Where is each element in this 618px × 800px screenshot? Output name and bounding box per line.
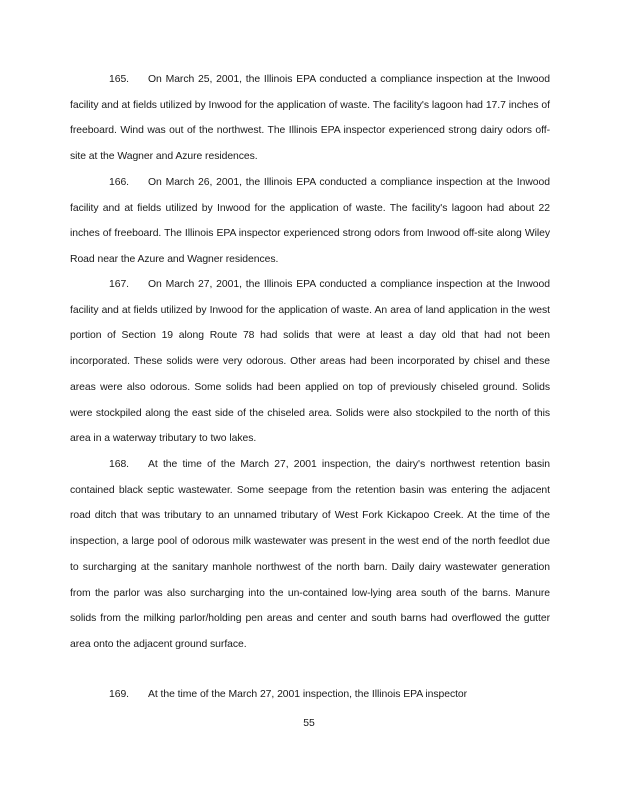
paragraph-text: At the time of the March 27, 2001 inspection, the dairy's northwest retention basin contained black septic wastewater. Some seepage from the retention basin was entering the adjacent road ditch that was tributary to an unnamed tributary of West Fork Kickapoo Creek. At the time of the inspection, a large pool of odorous milk wastewater was present in the west end of the north feedlot due to surcharging at the sanitary manhole northwest of the north barn. Daily dairy wastewater generation from the parlor was also surcharging into the un-contained low-lying area south of the barns. Manure solids from the milking parlor/holding pen areas and center and south barns had overflowed the gutter area onto the adjacent ground surface. xyxy=(70,459,550,650)
paragraph-text: On March 25, 2001, the Illinois EPA conducted a compliance inspection at the Inwood facility and at fields utilized by Inwood for the application of waste. The facility's lagoon had 17.7 inches of freeboard. Wind was out of the northwest. The Illinois EPA inspector experienced strong dairy odors off-site at the Wagner and Azure residences. xyxy=(70,74,550,163)
paragraph-text: At the time of the March 27, 2001 inspection, the Illinois EPA inspector xyxy=(148,689,468,700)
paragraph-165 xyxy=(70,67,550,170)
paragraph-number: 165. xyxy=(109,74,130,85)
paragraph-169 xyxy=(70,682,550,708)
paragraph-167 xyxy=(70,272,550,452)
page-number: 55 xyxy=(303,718,315,729)
paragraph-166 xyxy=(70,170,550,273)
paragraph-text: On March 26, 2001, the Illinois EPA conducted a compliance inspection at the Inwood facility and at fields utilized by Inwood for the application of waste. The facility's lagoon had about 22 inches of freeboard. The Illinois EPA inspector experienced strong odors from Inwood off-site along Wiley Road near the Azure and Wagner residences. xyxy=(70,177,550,266)
paragraph-number: 169. xyxy=(109,689,130,700)
paragraph-number: 167. xyxy=(109,279,130,290)
paragraph-168 xyxy=(70,452,550,658)
paragraph-number: 166. xyxy=(109,177,130,188)
paragraph-text: On March 27, 2001, the Illinois EPA conducted a compliance inspection at the Inwood facility and at fields utilized by Inwood for the application of waste. An area of land application in the west portion of Section 19 along Route 78 had solids that were at least a day old that had not been incorporated. These solids were very odorous. Other areas had been incorporated by chisel and these areas were also odorous. Some solids had been applied on top of previously chiseled ground. Solids were stockpiled along the east side of the chiseled area. Solids were also stockpiled to the north of this area in a waterway tributary to two lakes. xyxy=(70,279,550,445)
paragraph-number: 168. xyxy=(109,459,130,470)
